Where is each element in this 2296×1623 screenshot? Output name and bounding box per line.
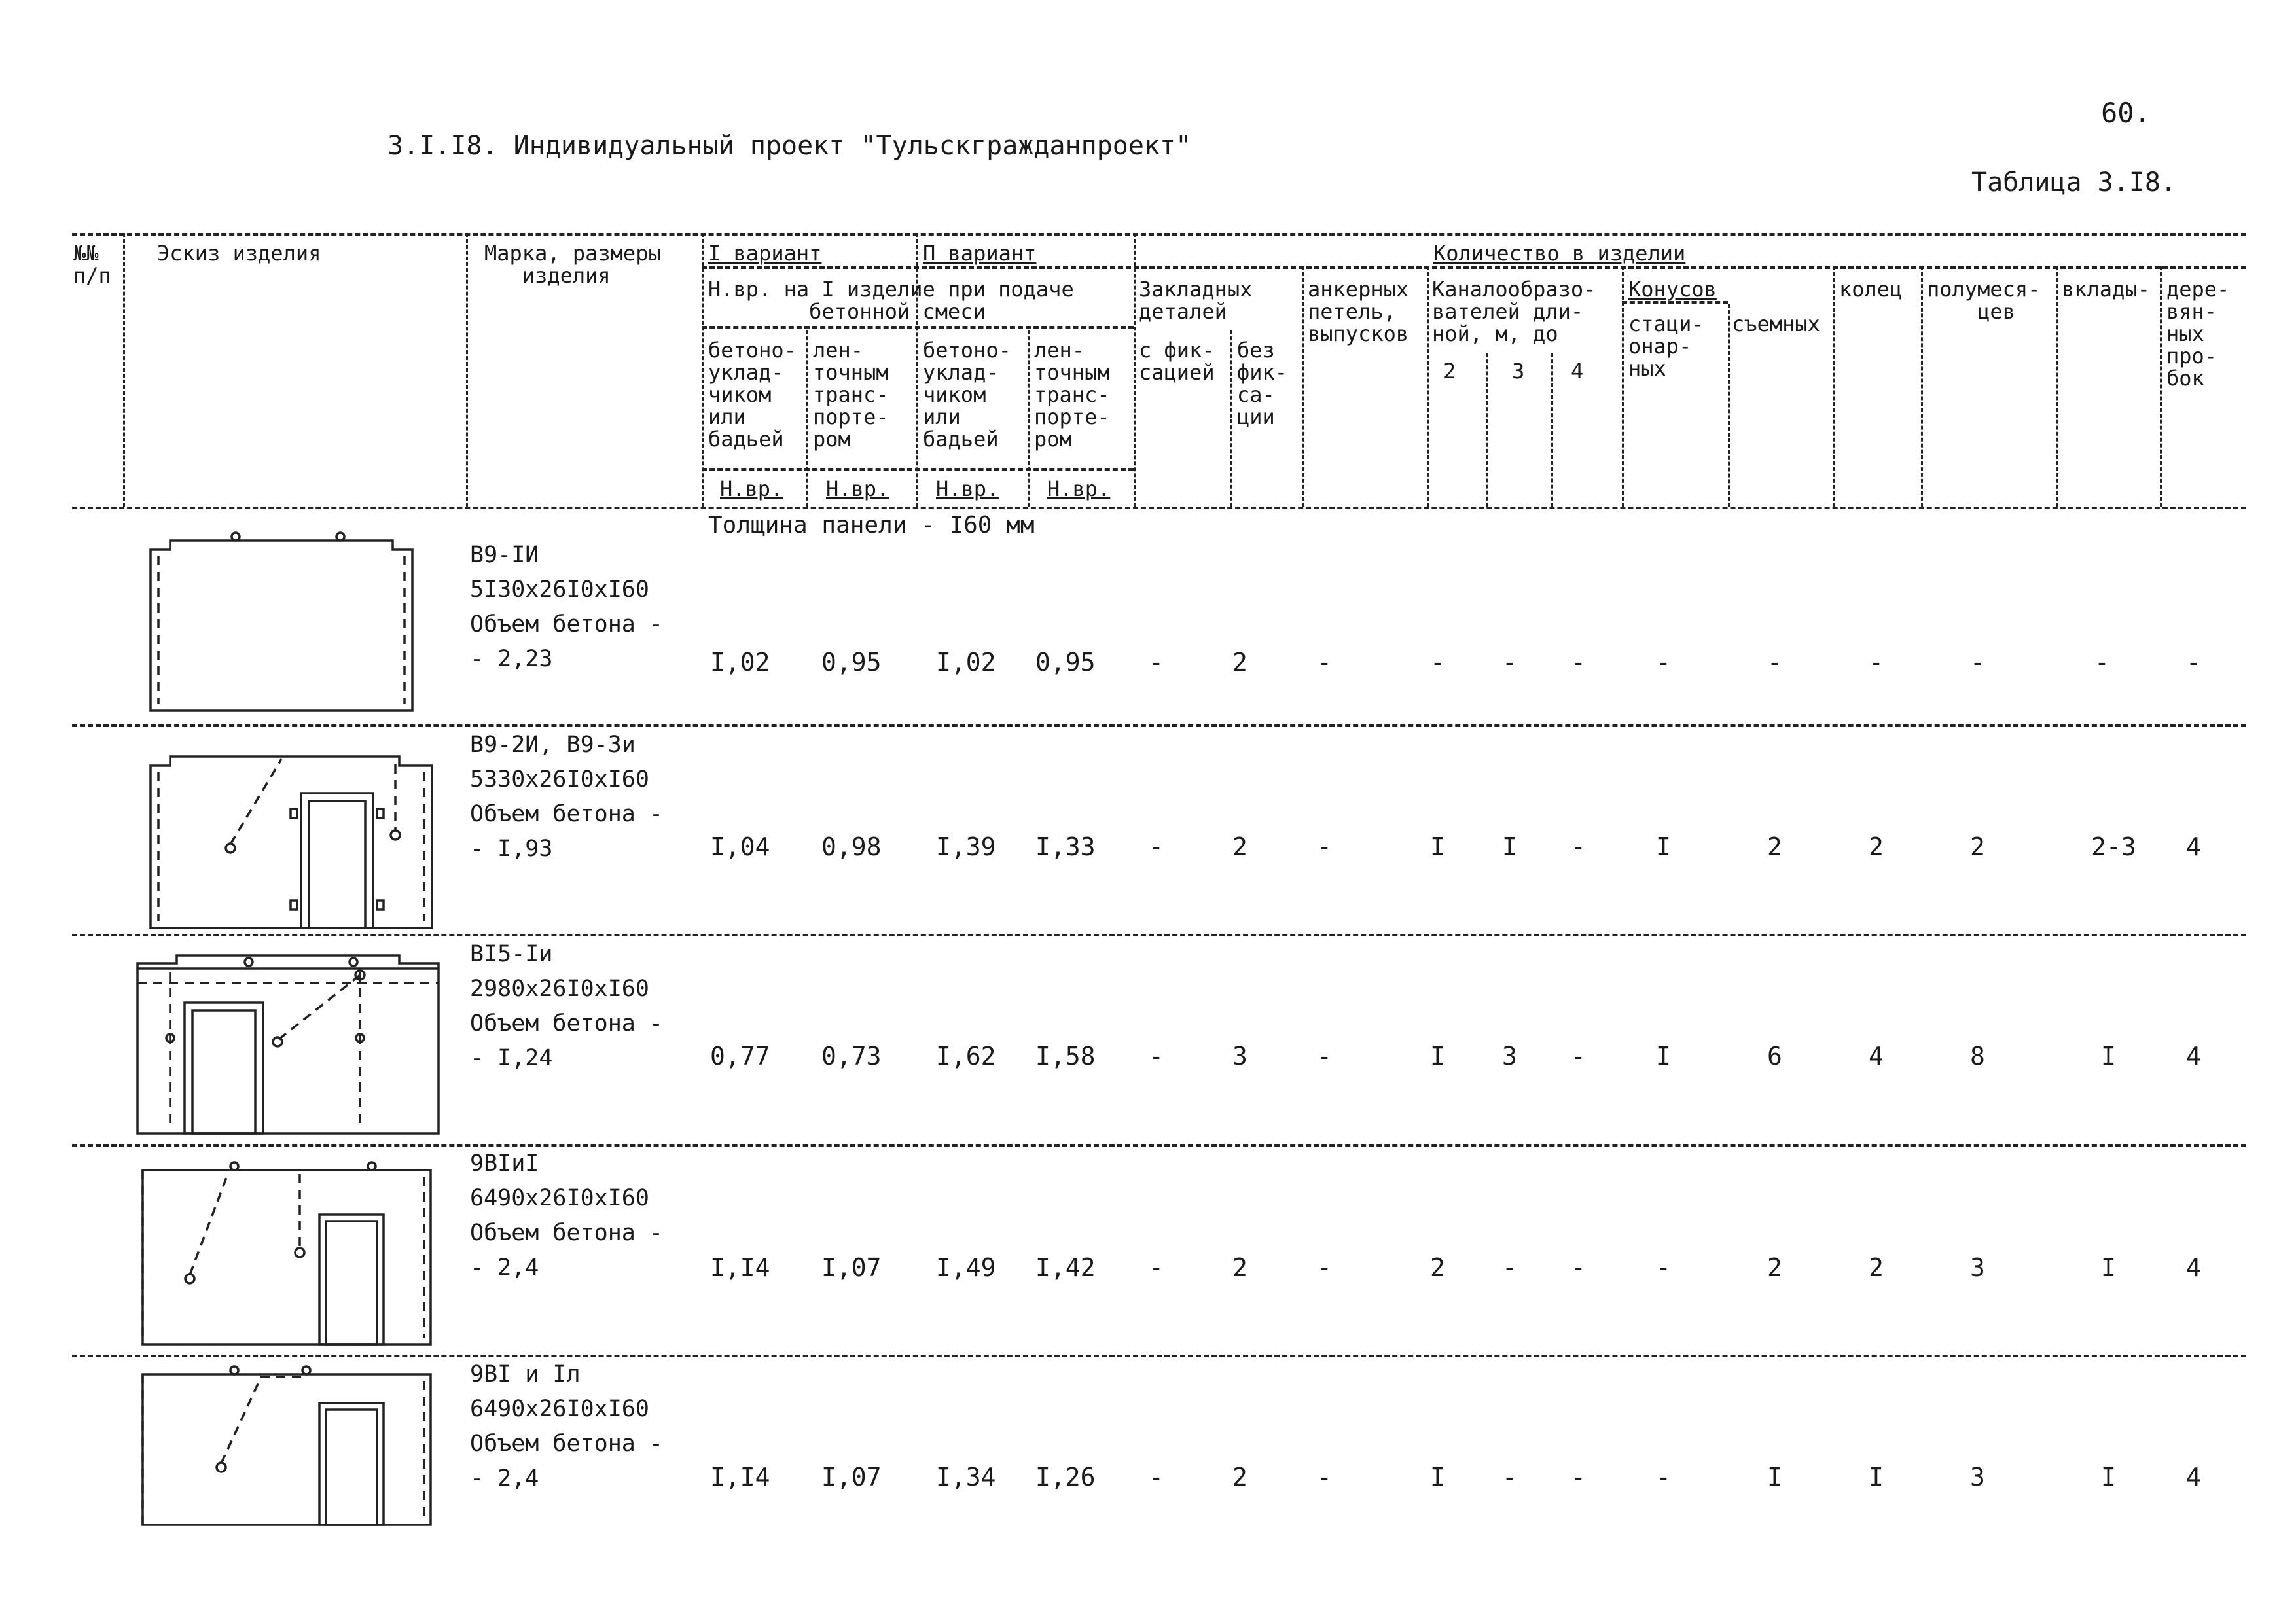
header-concrete-1: бетоно- уклад- чиком или бадьей: [708, 338, 797, 452]
table-cell: 4: [2186, 1042, 2201, 1071]
table-cell: I: [1656, 832, 1671, 861]
table-cell: 2: [1970, 832, 1985, 861]
table-cell: -: [1149, 832, 1164, 861]
panel-sketch-2: [144, 746, 439, 929]
table-cell: -: [1317, 1463, 1332, 1491]
col-rule: [123, 233, 125, 507]
col-rule: [1486, 353, 1488, 507]
table-cell: -: [1571, 1463, 1586, 1491]
table-cell: -: [1502, 648, 1517, 677]
table-cell: -: [1502, 1463, 1517, 1491]
product-mark: В9-2И, В9-3и 5330х26I0хI60 Объем бетона - - I,93: [470, 732, 664, 862]
table-cell: I: [1869, 1463, 1884, 1491]
table-cell: I,49: [936, 1253, 996, 1282]
table-cell: 2: [1767, 1253, 1782, 1282]
header-wood-plugs: дере- вян- ных про- бок: [2166, 277, 2230, 391]
table-cell: I: [1656, 1042, 1671, 1071]
table-cell: I,42: [1035, 1253, 1096, 1282]
header-quantity: Количество в изделии: [1433, 241, 1686, 266]
header-halfmoons: полумеся- цев: [1927, 277, 2041, 324]
header-variant-1: I вариант: [708, 241, 822, 266]
product-mark: ВI5-Iи 2980х26I0хI60 Объем бетона - - I,24: [470, 941, 664, 1071]
table-cell: 3: [1970, 1253, 1985, 1282]
panel-sketch-1: [144, 530, 419, 713]
table-label: Таблица 3.I8.: [1971, 168, 2177, 198]
table-cell: I,04: [710, 832, 770, 861]
table-cell: -: [1970, 648, 1985, 677]
table-cell: 2: [1869, 832, 1884, 861]
header-conveyor-2: лен- точным транс- порте- ром: [1034, 338, 1110, 452]
product-mark: В9-IИ 5I30х26I0хI60 Объем бетона - - 2,23: [470, 542, 664, 672]
product-mark: 9ВI и Iл 6490х26I0хI60 Объем бетона - - 2,4: [470, 1361, 664, 1491]
col-rule: [466, 233, 468, 507]
table-cell: 4: [2186, 832, 2201, 861]
table-cell: I: [1430, 832, 1445, 861]
col-rule: [1728, 304, 1730, 507]
table-cell: I: [1767, 1463, 1782, 1491]
header-inserts: вклады-: [2062, 277, 2150, 302]
table-cell: I,58: [1035, 1042, 1096, 1071]
header-anchors: анкерных петель, выпусков: [1308, 277, 1409, 346]
product-mark: 9ВIиI 6490х26I0хI60 Объем бетона - - 2,4: [470, 1150, 664, 1281]
table-cell: I,I4: [710, 1463, 770, 1491]
col-rule: [1622, 266, 1624, 507]
table-cell: I,34: [936, 1463, 996, 1491]
table-cell: -: [1502, 1253, 1517, 1282]
table-cell: 8: [1970, 1042, 1985, 1071]
table-cell: 3: [1970, 1463, 1985, 1491]
table-cell: -: [2186, 648, 2201, 677]
table-cell: 4: [1869, 1042, 1884, 1071]
table-cell: -: [1571, 1042, 1586, 1071]
table-cell: 4: [2186, 1253, 2201, 1282]
table-cell: I,62: [936, 1042, 996, 1071]
table-cell: 2: [1232, 832, 1247, 861]
table-cell: I,39: [936, 832, 996, 861]
table-cell: I,02: [710, 648, 770, 677]
table-cell: I: [2101, 1042, 2116, 1071]
table-cell: -: [1767, 648, 1782, 677]
header-concrete-2: бетоно- уклад- чиком или бадьей: [923, 338, 1011, 452]
table-cell: I: [1502, 832, 1517, 861]
header-cones-removable: съемных: [1732, 312, 1820, 336]
col-rule: [1921, 266, 1923, 507]
header-cones: Конусов: [1628, 277, 1717, 302]
table-cell: I,07: [821, 1253, 882, 1282]
table-cell: 3: [1232, 1042, 1247, 1071]
table-cell: 0,95: [821, 648, 882, 677]
col-rule: [1230, 330, 1232, 507]
header-num: №№ п/п: [73, 241, 111, 288]
header-channel-4: 4: [1571, 359, 1584, 383]
table-cell: I: [2101, 1463, 2116, 1491]
table-cell: -: [1149, 1042, 1164, 1071]
table-cell: 0,73: [821, 1042, 882, 1071]
col-rule: [2056, 266, 2058, 507]
table-cell: -: [1571, 832, 1586, 861]
table-cell: I,33: [1035, 832, 1096, 861]
panel-sketch-3: [131, 946, 445, 1136]
table-cell: I,02: [936, 648, 996, 677]
table-cell: -: [1656, 648, 1671, 677]
table-cell: -: [1571, 648, 1586, 677]
col-rule: [1134, 233, 1136, 507]
table-cell: -: [1149, 1253, 1164, 1282]
table-cell: -: [1571, 1253, 1586, 1282]
table-cell: -: [2094, 648, 2109, 677]
header-embedded-nofix: без фик- са- ции: [1237, 338, 1288, 429]
table-cell: 0,95: [1035, 648, 1096, 677]
header-bottom-rule: [72, 507, 2246, 509]
table-cell: -: [1317, 648, 1332, 677]
header-conveyor-1: лен- точным транс- порте- ром: [813, 338, 889, 452]
table-cell: -: [1317, 1042, 1332, 1071]
row-rule-1: [72, 724, 2246, 727]
header-rings: колец: [1839, 277, 1903, 302]
table-cell: -: [1430, 648, 1445, 677]
col-rule: [1551, 353, 1553, 507]
table-cell: I: [2101, 1253, 2116, 1282]
table-cell: -: [1656, 1253, 1671, 1282]
header-cones-stationary: стаци- онар- ных: [1628, 312, 1704, 381]
header-variant-2: П вариант: [923, 241, 1037, 266]
table-cell: 2: [1767, 832, 1782, 861]
header-unit: Н.вр.: [936, 476, 999, 501]
table-cell: 3: [1502, 1042, 1517, 1071]
col-rule: [1302, 266, 1304, 507]
header-unit: Н.вр.: [826, 476, 889, 501]
col-rule: [1427, 266, 1429, 507]
header-sub-rule: [702, 266, 2246, 269]
col-rule: [1028, 330, 1030, 507]
table-cell: -: [1317, 832, 1332, 861]
table-cell: I: [1430, 1042, 1445, 1071]
table-cell: 4: [2186, 1463, 2201, 1491]
table-cell: -: [1656, 1463, 1671, 1491]
panel-sketch-5: [136, 1364, 437, 1527]
header-unit: Н.вр.: [720, 476, 783, 501]
table-cell: 2-3: [2091, 832, 2136, 861]
table-cell: 0,77: [710, 1042, 770, 1071]
header-channel-2: 2: [1443, 359, 1456, 383]
col-rule: [806, 330, 808, 507]
col-rule: [916, 233, 918, 507]
table-cell: 6: [1767, 1042, 1782, 1071]
header-norm: Н.вр. на I изделие при подаче бетонной смеси: [708, 277, 1074, 324]
header-channels: Каналообразо- вателей дли- ной, м, до: [1432, 277, 1596, 346]
table-top-rule: [72, 233, 2246, 236]
table-cell: -: [1317, 1253, 1332, 1282]
header-embedded: Закладных деталей: [1139, 277, 1253, 324]
panel-sketch-4: [136, 1157, 437, 1347]
col-rule: [1833, 266, 1835, 507]
page-number: 60.: [2101, 97, 2151, 129]
table-cell: I,I4: [710, 1253, 770, 1282]
header-sketch: Эскиз изделия: [157, 241, 321, 266]
row-rule-3: [72, 1144, 2246, 1147]
table-cell: 0,98: [821, 832, 882, 861]
header-unit: Н.вр.: [1047, 476, 1111, 501]
header-mark: Марка, размеры изделия: [484, 241, 661, 288]
page-title: 3.I.I8. Индивидуальный проект "Тульскгражданпроект": [387, 131, 1192, 161]
col-rule: [702, 233, 704, 507]
table-cell: 2: [1232, 1253, 1247, 1282]
header-embedded-fixed: с фик- сацией: [1139, 338, 1215, 385]
table-cell: I,26: [1035, 1463, 1096, 1491]
table-cell: -: [1869, 648, 1884, 677]
table-cell: 2: [1430, 1253, 1445, 1282]
table-cell: -: [1149, 648, 1164, 677]
table-cell: I: [1430, 1463, 1445, 1491]
panel-thickness-note: Толщина панели - I60 мм: [708, 512, 1035, 539]
header-channel-3: 3: [1512, 359, 1525, 383]
row-rule-4: [72, 1355, 2246, 1357]
col-rule: [2160, 266, 2162, 507]
table-cell: 2: [1232, 1463, 1247, 1491]
table-cell: 2: [1869, 1253, 1884, 1282]
table-cell: -: [1149, 1463, 1164, 1491]
row-rule-2: [72, 934, 2246, 936]
table-cell: I,07: [821, 1463, 882, 1491]
table-cell: 2: [1232, 648, 1247, 677]
